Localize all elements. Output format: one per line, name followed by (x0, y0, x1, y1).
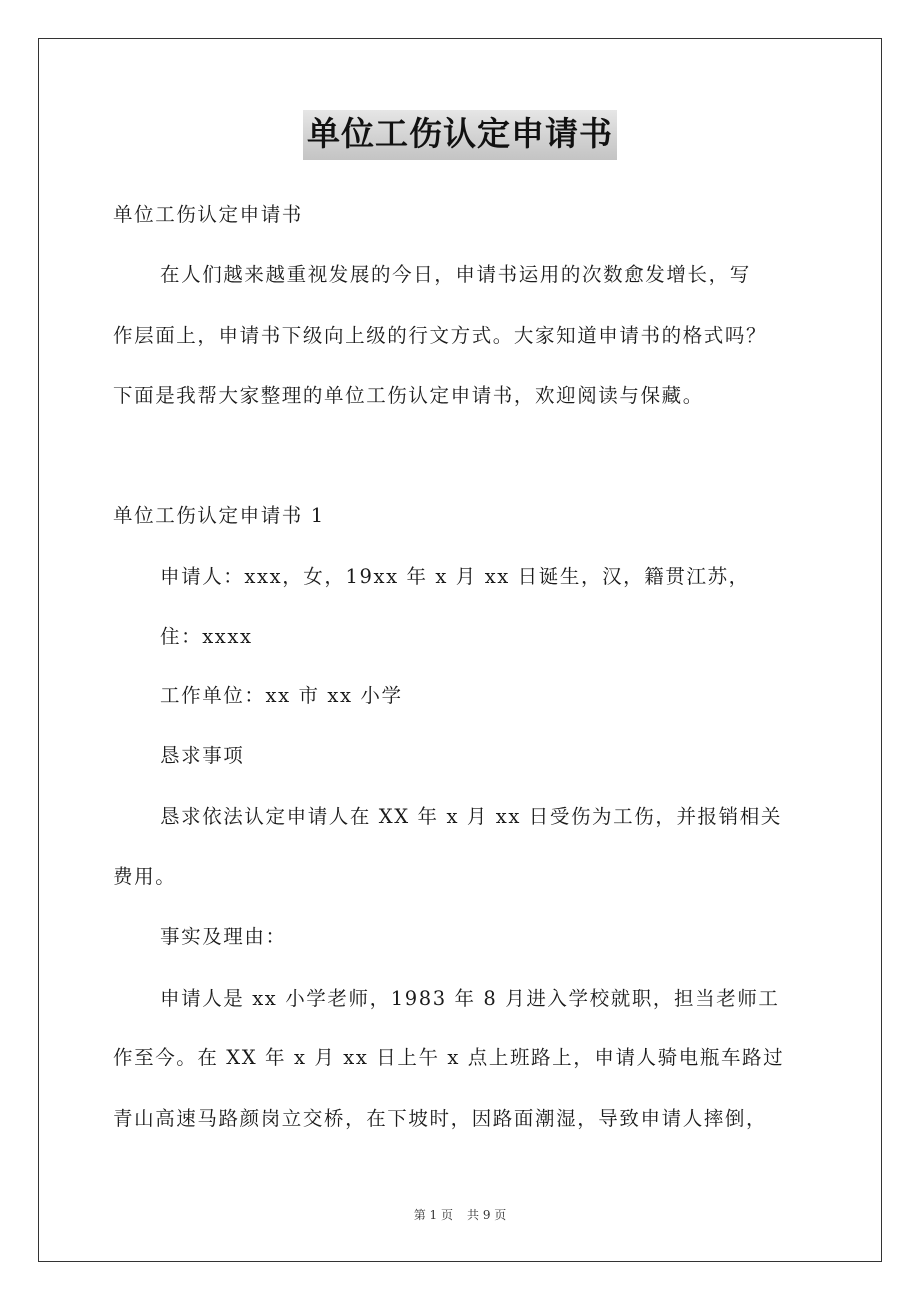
facts-heading: 事实及理由： (160, 925, 287, 948)
facts-paragraph-line-1: 申请人是 xx 小学老师，1983 年 8 月进入学校就职，担当老师工 (160, 987, 780, 1010)
facts-paragraph-line-3: 青山高速马路颜岗立交桥，在下坡时，因路面潮湿，导致申请人摔倒， (113, 1107, 768, 1130)
page-footer (0, 1206, 920, 1223)
intro-paragraph-line-2: 作层面上，申请书下级向上级的行文方式。大家知道申请书的格式吗？ (113, 324, 768, 347)
request-paragraph-line-1: 恳求依法认定申请人在 XX 年 x 月 xx 日受伤为工伤，并报销相关 (160, 805, 782, 828)
subtitle-line: 单位工伤认定申请书 (113, 203, 303, 226)
intro-paragraph-line-1: 在人们越来越重视发展的今日，申请书运用的次数愈发增长，写 (160, 263, 751, 286)
intro-paragraph-line-3: 下面是我帮大家整理的单位工伤认定申请书，欢迎阅读与保藏。 (113, 384, 704, 407)
page-total: 共 9 页 (467, 1208, 507, 1222)
page-number: 第 1 页 (413, 1208, 453, 1222)
applicant-line: 申请人：xxx，女，19xx 年 x 月 xx 日诞生，汉，籍贯江苏， (160, 565, 750, 588)
workplace-line: 工作单位：xx 市 xx 小学 (160, 684, 403, 707)
document-title-block (0, 110, 920, 160)
facts-paragraph-line-2: 作至今。在 XX 年 x 月 xx 日上午 x 点上班路上，申请人骑电瓶车路过 (113, 1046, 785, 1069)
request-paragraph-line-2: 费用。 (113, 865, 177, 888)
address-line: 住：xxxx (160, 625, 253, 648)
request-heading: 恳求事项 (160, 744, 245, 767)
document-title: 单位工伤认定申请书 (303, 110, 617, 160)
section-heading: 单位工伤认定申请书 1 (113, 504, 325, 527)
